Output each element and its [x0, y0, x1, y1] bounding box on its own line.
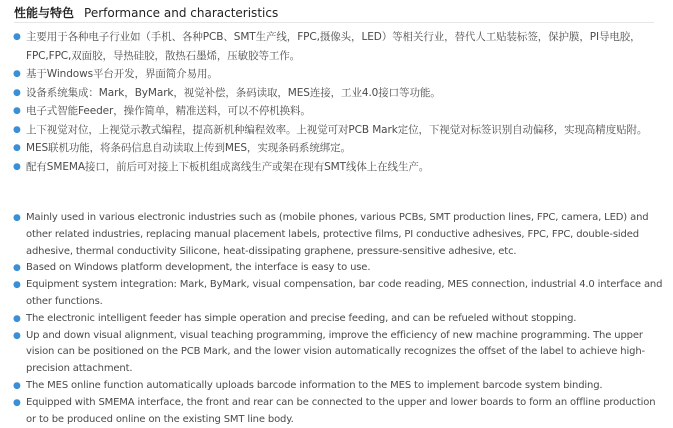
bullet-icon: ● [13, 313, 21, 324]
list-item-text: The electronic intelligent feeder has simple operation and precise feeding, and can be refueled without stopping. [26, 312, 577, 324]
list-item [0, 260, 668, 277]
section-title-cn: 性能与特色 [14, 6, 75, 20]
list-item-text: Equipped with SMEMA interface, the front and rear can be connected to the upper and lower boards to form an offline production or to be produced online on the existing SMT line body. [26, 396, 656, 425]
list-item [0, 28, 668, 65]
bullet-icon: ● [13, 106, 21, 116]
list-item-text: 配有SMEMA接口，前后可对接上下板机组成离线生产或架在现有SMT线体上在线生产。 [26, 160, 430, 173]
list-item-text: 电子式智能Feeder，操作简单，精准送料，可以不停机换料。 [26, 105, 311, 117]
bullet-icon: ● [13, 213, 21, 223]
list-item [0, 277, 668, 311]
list-item [0, 102, 668, 121]
bullet-icon: ● [13, 330, 21, 341]
bullet-icon: ● [13, 380, 21, 391]
title-divider [14, 22, 654, 23]
list-item [0, 65, 668, 84]
bullet-icon: ● [13, 87, 21, 98]
bullet-icon: ● [13, 124, 21, 135]
list-item [0, 378, 668, 395]
list-item-text: 上下视觉对位，上视觉示教式编程，提高新机种编程效率。上视觉可对PCB Mark定位，下视觉对标签识别自动偏移，实现高精度贴附。 [26, 123, 648, 136]
section-title [14, 4, 278, 21]
bullet-icon: ● [13, 397, 21, 408]
section-title-en: Performance and characteristics [84, 6, 279, 20]
list-item-text: Equipment system integration: Mark, ByMark, visual compensation, bar code reading, MES connection, industrial 4.0 interface and other functions. [26, 279, 663, 307]
list-item [0, 139, 668, 158]
bullet-icon: ● [13, 69, 21, 79]
bullet-icon: ● [13, 263, 21, 274]
chinese-feature-list [0, 28, 668, 176]
bullet-icon: ● [13, 161, 21, 172]
bullet-icon: ● [13, 143, 21, 153]
list-item-text: Up and down visual alignment, visual teaching programming, improve the efficiency of new machine programming. The upper vision can be positioned on the PCB Mark, and the lower vision automatically recognizes the offset of the label to achieve high-precision attachment. [26, 329, 645, 375]
english-feature-list [0, 210, 668, 428]
list-item-text: 主要用于各种电子行业如（手机、各种PCB、SMT生产线，FPC,摄像头，LED）等相关行业，替代人工贴装标签，保护膜，PI导电胶，FPC,FPC,双面胶，导热硅胶，散热石墨烯，压敏胶等工作。 [26, 31, 641, 62]
bullet-icon: ● [13, 32, 21, 42]
list-item [0, 328, 668, 378]
list-item-text: Based on Windows platform development, the interface is easy to use. [26, 262, 371, 274]
list-item [0, 84, 668, 103]
list-item-text: 基于Windows平台开发，界面简介易用。 [26, 68, 218, 80]
list-item [0, 158, 668, 177]
list-item-text: The MES online function automatically uploads barcode information to the MES to implement barcode system binding. [26, 379, 603, 391]
list-item [0, 395, 668, 428]
list-item-text: Mainly used in various electronic industries such as (mobile phones, various PCBs, SMT production lines, FPC, camera, LED) and other related industries, replacing manual placement labels, protective films, PI conductive adhesives, FPC, FPC, double-sided adhesive, thermal conductivity Silicone, heat-dissipating graphene, pressure-sensitive adhesive, etc. [26, 212, 649, 257]
list-item-text: MES联机功能，将条码信息自动读取上传到MES，实现条码系统绑定。 [26, 142, 351, 154]
list-item [0, 210, 668, 260]
list-item [0, 311, 668, 328]
bullet-icon: ● [13, 280, 21, 291]
list-item [0, 121, 668, 140]
list-item-text: 设备系统集成：Mark，ByMark，视觉补偿，条码读取，MES连接，工业4.0接口等功能。 [26, 86, 441, 99]
